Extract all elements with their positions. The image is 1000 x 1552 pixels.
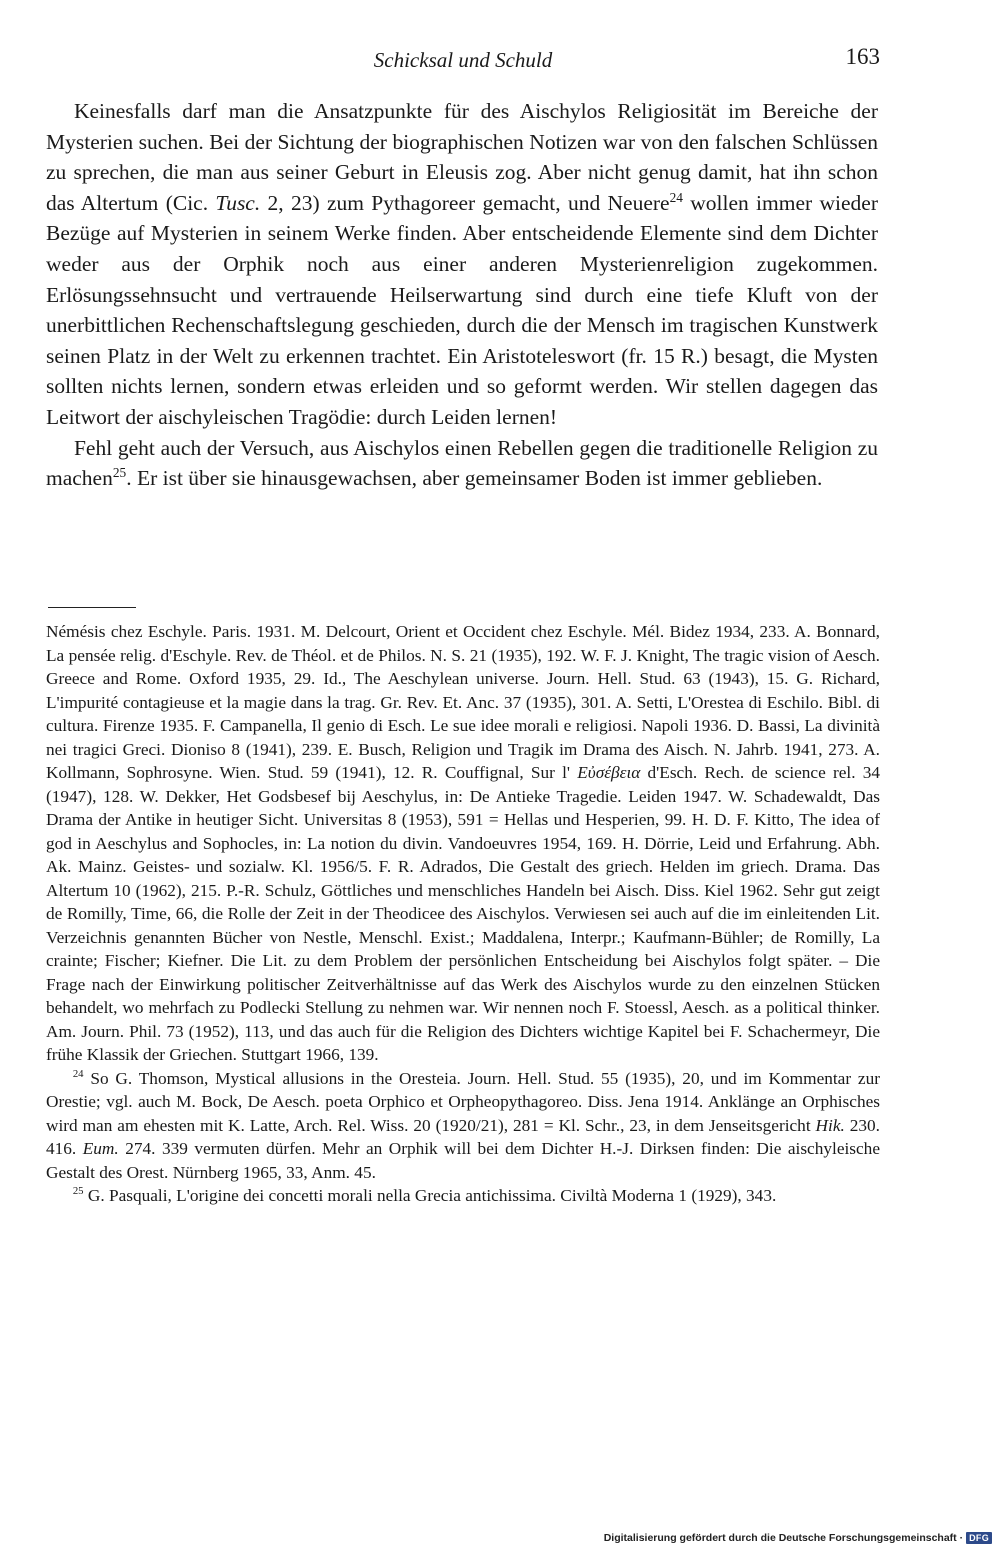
paragraph-1: Keinesfalls darf man die Ansatzpunkte für des Aischylos Religiosität im Bereiche der Mysterien suchen. Bei der Sichtung der biographischen Notizen war von den falschen Schlüssen zu sprechen, die man aus seiner Geburt in Eleusis zog. Aber nicht genug damit, hat ihn schon das Altertum (Cic. Tusc. 2, 23) zum Pythagoreer gemacht, und Neuere$^{24}$ wollen immer wieder Bezüge auf Mysterien in seinem Werke finden. Aber entscheidende Elemente sind dem Dichter weder aus der Orphik noch aus einer anderen Mysterienreligion zugekommen. Erlösungssehnsucht und vertrauende Heilserwartung sind durch eine tiefe Kluft von der unerbittlichen Rechenschaftslegung geschieden, durch die der Mensch im tragischen Kunstwerk seinen Platz in der Welt zu erkennen trachtet. Ein Aristoteleswort (fr. 15 R.) besagt, die Mysten sollten nichts lernen, sondern etwas erleiden und so geformt werden. Wir stellen dagegen das Leitwort der aischyleischen Tragödie: durch Leiden lernen! [46,99,878,429]
running-title: Schicksal und Schuld [373,48,553,72]
footnote-24: $^{24}$ So G. Thomson, Mystical allusions in the Oresteia. Journ. Hell. Stud. 55 (1935), 20, und im Kommentar zur Orestie; vgl. auch M. Bock, De Aesch. poeta Orphico et Orpheopythagoreo. Diss. Jena 1914. Anklänge an Orphisches wird man am ehesten mit K. Latte, Arch. Rel. Wiss. 20 (1920/21), 281 = Kl. Schr., 23, in dem Jenseitsgericht Hik. 230. 416. Eum. 274. 339 vermuten dürfen. Mehr an Orphik will bei dem Dichter H.-J. Dirksen finden: Die aischyleische Gestalt des Orest. Nürnberg 1965, 33, Anm. 45. [46,1067,880,1182]
running-head [46,42,880,78]
footnote-25: $^{25}$ G. Pasquali, L'origine dei concetti morali nella Grecia antichissima. Civiltà Moderna 1 (1929), 343. [72,1185,777,1205]
footnote-ref-24: 24 [669,189,683,205]
greek-term: Εὐσέβεια [577,763,641,782]
footnote-separator [48,607,136,608]
footnote-continuation: Némésis chez Eschyle. Paris. 1931. M. Delcourt, Orient et Occident chez Eschyle. Mél. Bidez 1934, 233. A. Bonnard, La pensée relig. d'Eschyle. Rev. de Théol. et de Philos. N. S. 21 (1935), 192. W. F. J. Knight, The tragic vision of Aesch. Greece and Rome. Oxford 1935, 29. Id., The Aeschylean universe. Journ. Hell. Stud. 63 (1943), 15. G. Richard, L'impurité contagieuse et la magie dans la trag. Gr. Rev. Et. Anc. 37 (1935), 301. A. Setti, L'Orestea di Eschilo. Bibl. di cultura. Firenze 1935. F. Campanella, Il genio di Esch. Le sue idee morali e religiosi. Napoli 1936. D. Bassi, La divinità nei tragici Greci. Dioniso 8 (1941), 239. E. Busch, Religion und Tragik im Drama des Aisch. N. Jahrb. 1941, 273. A. Kollmann, Sophrosyne. Wien. Stud. 59 (1941), 12. R. Couffignal, Sur l' Εὐσέβεια d'Esch. Rech. de science rel. 34 (1947), 128. W. Dekker, Het Godsbesef bij Aeschylus, in: De Antieke Tragedie. Leiden 1947. W. Schadewaldt, Das Drama der Antike in heutiger Sicht. Universitas 8 (1953), 591 = Hellas und Hesperien, 99. H. D. F. Kitto, The idea of god in Aeschylus and Sophocles, in: La notion du divin. Vandoeuvres 1954, 169. H. Dörrie, Leid und Erfahrung. Abh. Ak. Mainz. Geistes- und sozialw. Kl. 1956/5. F. R. Adrados, Die Gestalt des griech. Helden im griech. Drama. Das Altertum 10 (1962), 215. P.-R. Schulz, Göttliches und menschliches Handeln bei Aisch. Diss. Kiel 1962. Sehr gut zeigt de Romilly, Time, 66, die Rolle der Zeit in der Theodicee des Aischylos. Verwiesen sei auch auf die im einleitenden Lit. Verzeichnis genannten Bücher von Nestle, Menschl. Exist.; Maddalena, Interpr.; Kaufmann-Bühler; de Romilly, La crainte; Fischer; Kiefner. Die Lit. zu dem Problem der persönlichen Entscheidung bei Aischylos folgt später. – Die Frage nach der Einwirkung politischer Zeitverhältnisse auf das Werk des Aischylos wurde zu den einzelnen Stücken behandelt, wo mehrfach zu Podlecki Stellung zu nehmen war. Wir nennen noch F. Stoessl, Aesch. as a political thinker. Am. Journ. Phil. 73 (1952), 113, und das auch für die Religion des Dichters wichtige Kapitel bei F. Schachermeyr, Die frühe Klassik der Griechen. Stuttgart 1966, 139. [46,622,880,1064]
footnote-ref-25: 25 [112,464,127,480]
paragraph-2: Fehl geht auch der Versuch, aus Aischylos einen Rebellen gegen die traditionelle Religion zu machen$^{25}$. Er ist über sie hinausgewachsen, aber gemeinsamer Boden ist immer geblieben. [46,435,878,491]
tusc-citation: Tusc. [215,190,261,215]
page-number: 163 [845,44,880,69]
footnote-24-number: 24 [72,1067,84,1080]
footnotes [46,620,880,1208]
footnote-25-number: 25 [72,1185,84,1198]
dfg-logo: DFG [966,1532,992,1544]
credit-text: Digitalisierung gefördert durch die Deutsche Forschungsgemeinschaft · [603,1532,964,1544]
digitization-credit [604,1530,992,1546]
main-text [46,96,878,494]
